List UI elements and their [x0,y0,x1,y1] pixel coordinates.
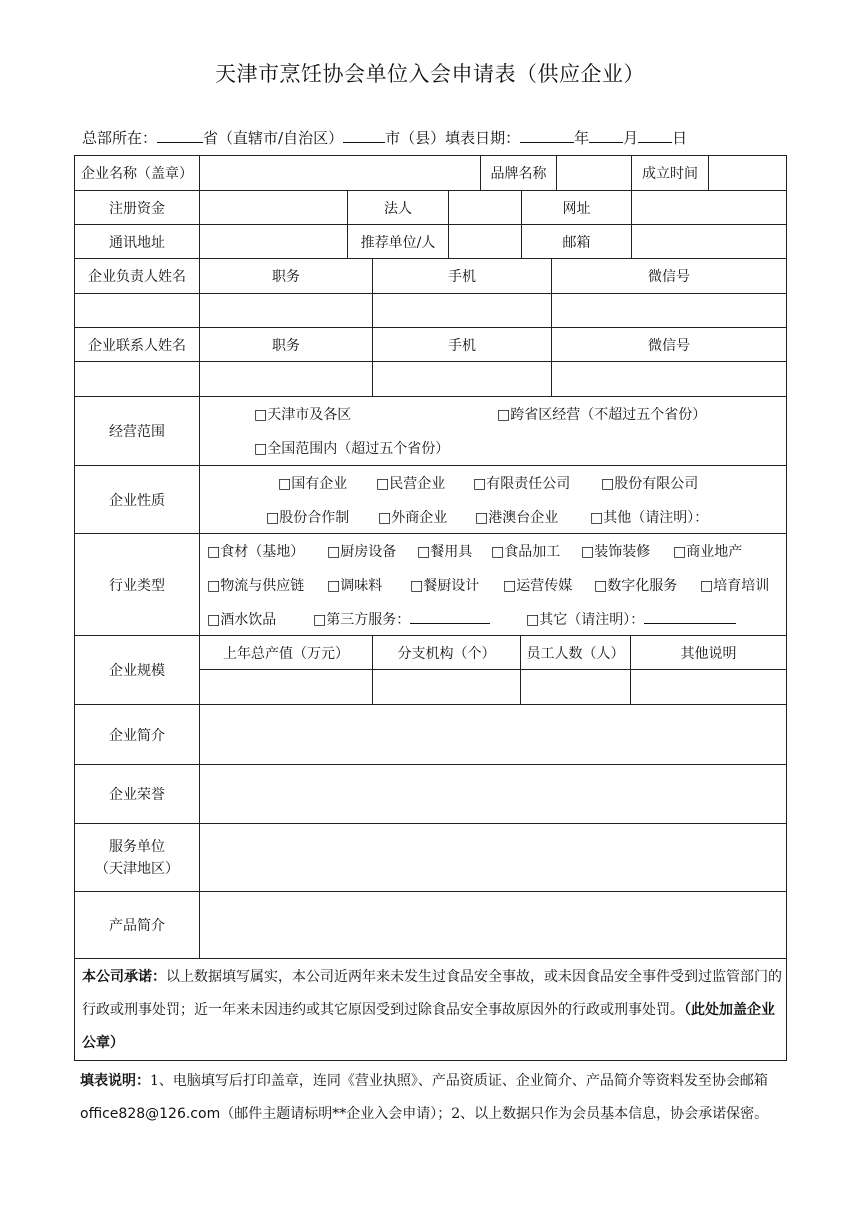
product-intro-field[interactable] [200,892,786,958]
output-field[interactable] [200,670,372,704]
other-desc-field[interactable] [631,670,786,704]
industry-option-kitchen-design[interactable]: □餐厨设计 [410,578,480,594]
industry-other-label: □其它（请注明）： [526,612,645,628]
other-desc-label: 其他说明 [680,645,737,662]
head-wechat-label: 微信号 [648,269,690,285]
mailbox-label: 邮箱 [562,234,591,251]
scale-label: 企业规模 [109,663,165,679]
industry-option-kitchen-equipment[interactable]: □厨房设备 [327,544,397,560]
intro-field[interactable] [200,705,786,764]
industry-other-blank[interactable] [644,611,736,624]
nature-label: 企业性质 [109,492,165,509]
contact-position-field[interactable] [200,362,372,396]
head-mobile-field[interactable] [373,294,551,327]
service-area-text: （天津地区） [95,860,179,877]
referrer-label: 推荐单位/人 [360,234,436,251]
website-field[interactable] [632,191,786,224]
capital-field[interactable] [200,191,347,224]
honors-label: 企业荣誉 [109,787,165,803]
head-position-field[interactable] [200,294,372,327]
commitment-lead: 本公司承诺： [82,969,166,985]
contact-position-label: 职务 [272,337,300,354]
legal-field[interactable] [449,191,521,224]
nature-option-joint-stock[interactable]: □股份有限公司 [601,476,699,492]
contact-wechat-label: 微信号 [648,337,690,354]
hq-prefix: 总部所在： [82,129,158,147]
industry-option-decoration[interactable]: □装饰装修 [581,544,651,560]
commitment-seal: （此处加盖企业公章） [82,1002,775,1051]
branches-field[interactable] [373,670,520,704]
hq-year-label: 年 [574,129,590,147]
notes-part1: 1、电脑填写后打印盖章，连同《营业执照》、产品资质证、企业简介、产品简介等资料发至协会邮箱 [150,1073,768,1089]
industry-option-food-processing[interactable]: □食品加工 [491,544,561,560]
nature-option-cooperative[interactable]: □股份合作制 [266,510,350,526]
product-intro-label: 产品简介 [109,918,165,934]
service-unit-field[interactable] [200,824,786,891]
industry-label: 行业类型 [109,577,165,594]
industry-option-tableware[interactable]: □餐用具 [417,544,473,560]
industry-option-media[interactable]: □运营传媒 [503,578,573,594]
industry-option-ingredients[interactable]: □食材（基地） [207,544,305,560]
industry-option-real-estate[interactable]: □商业地产 [673,544,743,560]
founded-label: 成立时间 [642,166,698,182]
nature-option-llc[interactable]: □有限责任公司 [473,476,571,492]
third-party-label: □第三方服务： [313,612,411,628]
contact-mobile-label: 手机 [448,337,476,354]
head-mobile-label: 手机 [448,269,476,285]
nature-option-other[interactable]: □其他（请注明）： [590,510,709,526]
brand-label: 品牌名称 [490,166,547,182]
company-name-label: 企业名称（盖章） [81,166,193,182]
industry-option-logistics[interactable]: □物流与供应链 [207,578,305,594]
contact-name-label: 企业联系人姓名 [88,337,186,354]
industry-option-digital[interactable]: □数字化服务 [594,578,678,594]
notes-part2: （邮件主题请标明**企业入会申请）；2、以上数据只作为会员基本信息，协会承诺保密。 [220,1106,769,1122]
head-name-label: 企业负责人姓名 [88,269,186,285]
scope-option-tianjin[interactable]: □天津市及各区 [254,407,352,423]
head-position-label: 职务 [272,269,300,285]
address-label: 通讯地址 [109,234,165,251]
industry-option-seasoning[interactable]: □调味料 [327,578,383,594]
scope-option-national[interactable]: □全国范围内（超过五个省份） [254,441,450,457]
hq-month-label: 月 [623,129,639,147]
scope-option-cross-province[interactable]: □跨省区经营（不超过五个省份） [497,407,707,423]
industry-option-beverages[interactable]: □酒水饮品 [207,612,277,628]
service-unit-label [75,824,199,891]
hq-city-label: 市（县）填表日期： [385,129,521,147]
staff-field[interactable] [521,670,630,704]
hq-day-label: 日 [672,129,688,147]
notes-email[interactable]: office828@126.com [80,1106,221,1122]
fill-notes [80,1065,790,1131]
nature-option-foreign[interactable]: □外商企业 [378,510,448,526]
company-name-field[interactable] [200,156,480,190]
service-unit-text: 服务单位 [109,838,165,855]
website-label: 网址 [562,200,591,217]
contact-wechat-field[interactable] [552,362,786,396]
nature-option-private[interactable]: □民营企业 [376,476,446,492]
contact-name-field[interactable] [75,362,199,396]
industry-option-other[interactable] [526,609,736,629]
founded-field[interactable] [709,156,786,190]
commitment-paragraph [82,961,788,1060]
head-name-field[interactable] [75,294,199,327]
nature-option-state[interactable]: □国有企业 [278,476,348,492]
nature-option-hk-mo-tw[interactable]: □港澳台企业 [475,510,559,526]
intro-label: 企业简介 [109,727,165,744]
head-wechat-field[interactable] [552,294,786,327]
scope-label: 经营范围 [109,424,165,440]
hq-province-label: 省（直辖市/自治区） [203,129,344,147]
industry-option-training[interactable]: □培育培训 [700,578,770,594]
legal-label: 法人 [384,200,412,217]
output-label: 上年总产值（万元） [223,645,349,662]
third-party-blank[interactable] [410,611,490,624]
commitment-body: 以上数据填写属实，本公司近两年来未发生过食品安全事故，或未因食品安全事件受到过监管部门的行政或刑事处罚；近一年来未因违约或其它原因受到过除食品安全事故原因外的行政或刑事处罚。 [82,969,782,1018]
capital-label: 注册资金 [109,200,165,217]
contact-mobile-field[interactable] [373,362,551,396]
form-title: 天津市烹饪协会单位入会申请表（供应企业） [215,62,645,86]
address-field[interactable] [200,225,347,258]
brand-field[interactable] [557,156,631,190]
honors-field[interactable] [200,765,786,823]
referrer-field[interactable] [449,225,521,258]
mailbox-field[interactable] [632,225,786,258]
staff-label: 员工人数（人） [526,645,625,662]
branches-label: 分支机构（个） [397,645,496,662]
notes-lead: 填表说明： [80,1073,150,1089]
industry-option-third-party[interactable] [313,609,490,629]
